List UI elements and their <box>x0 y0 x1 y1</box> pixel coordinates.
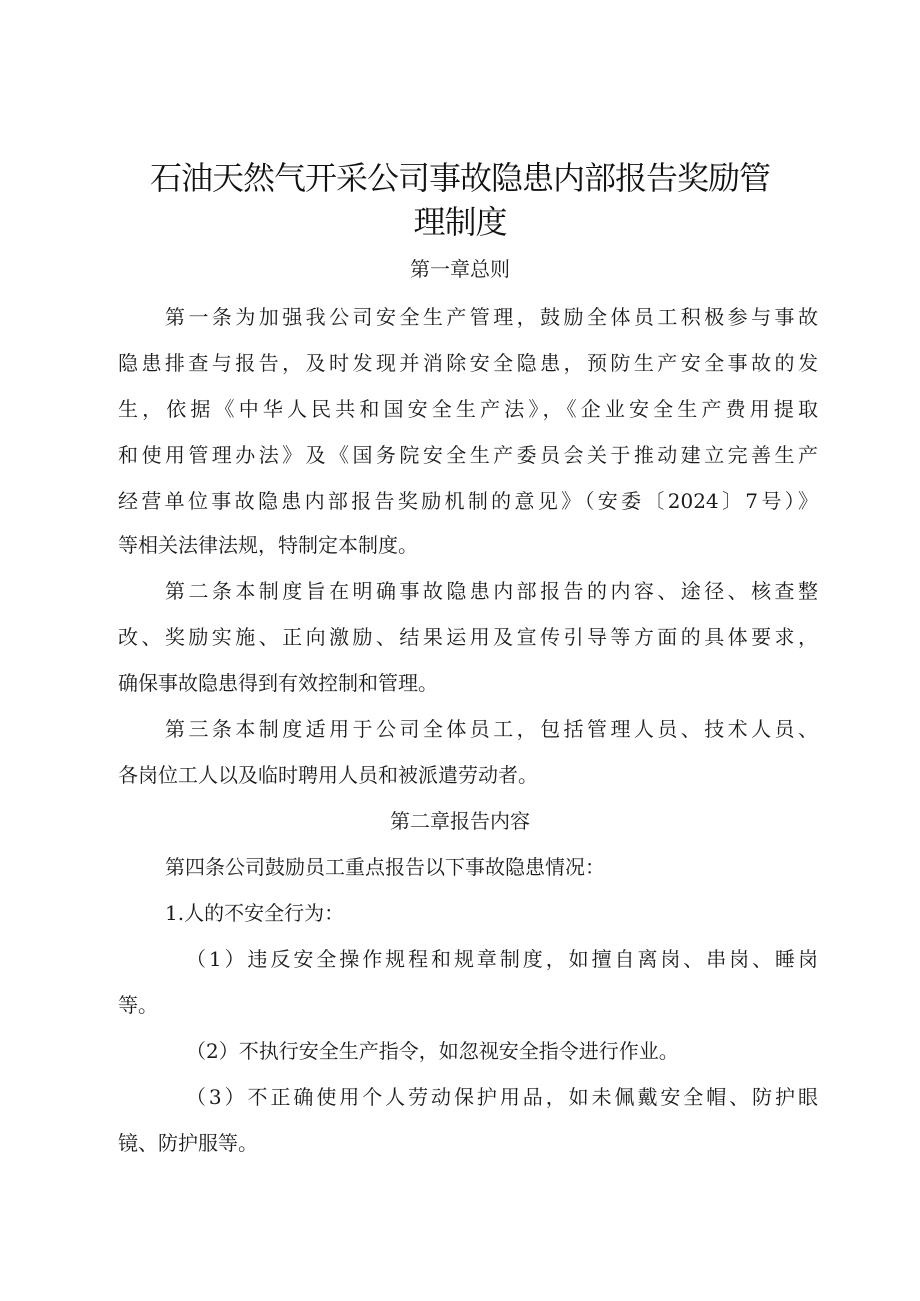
chapter-1-heading: 第一章总则 <box>410 257 510 281</box>
article-1-line-2: 隐患排查与报告，及时发现并消除安全隐患，预防生产安全事故的发 <box>118 351 818 375</box>
article-2-line-1: 第二条本制度旨在明确事故隐患内部报告的内容、途径、核查整 <box>165 579 818 603</box>
document-title-line-2: 理制度 <box>413 203 507 241</box>
sub-item-1-line-2: 等。 <box>118 993 158 1017</box>
article-2-line-2: 改、奖励实施、正向激励、结果运用及宣传引导等方面的具体要求， <box>118 625 818 649</box>
article-1-line-3: 生，依据《中华人民共和国安全生产法》，《企业安全生产费用提取 <box>118 397 818 421</box>
item-1-heading: 1.人的不安全行为： <box>165 901 345 925</box>
article-1-line-5: 经营单位事故隐患内部报告奖励机制的意见》（安委〔2024〕7号）》 <box>118 489 818 513</box>
chapter-2-heading: 第二章报告内容 <box>390 809 530 833</box>
article-1-line-4: 和使用管理办法》及《国务院安全生产委员会关于推动建立完善生产 <box>118 443 818 467</box>
article-3-line-2: 各岗位工人以及临时聘用人员和被派遣劳动者。 <box>118 763 538 787</box>
article-1-line-6: 等相关法律法规，特制定本制度。 <box>118 533 418 557</box>
document-title-line-1: 石油天然气开采公司事故隐患内部报告奖励管 <box>149 159 770 197</box>
article-3-line-1: 第三条本制度适用于公司全体员工，包括管理人员、技术人员、 <box>165 717 818 741</box>
sub-item-3-line-2: 镜、防护服等。 <box>118 1131 258 1155</box>
sub-item-2-line: （2）不执行安全生产指令，如忽视安全指令进行作业。 <box>186 1039 679 1063</box>
article-1-line-1: 第一条为加强我公司安全生产管理，鼓励全体员工积极参与事故 <box>165 305 818 329</box>
article-2-line-3: 确保事故隐患得到有效控制和管理。 <box>118 671 438 695</box>
sub-item-1-line-1: （1）违反安全操作规程和规章制度，如擅自离岗、串岗、睡岗 <box>186 947 818 971</box>
article-4-line: 第四条公司鼓励员工重点报告以下事故隐患情况： <box>165 855 605 879</box>
sub-item-3-line-1: （3）不正确使用个人劳动保护用品，如未佩戴安全帽、防护眼 <box>186 1085 818 1109</box>
